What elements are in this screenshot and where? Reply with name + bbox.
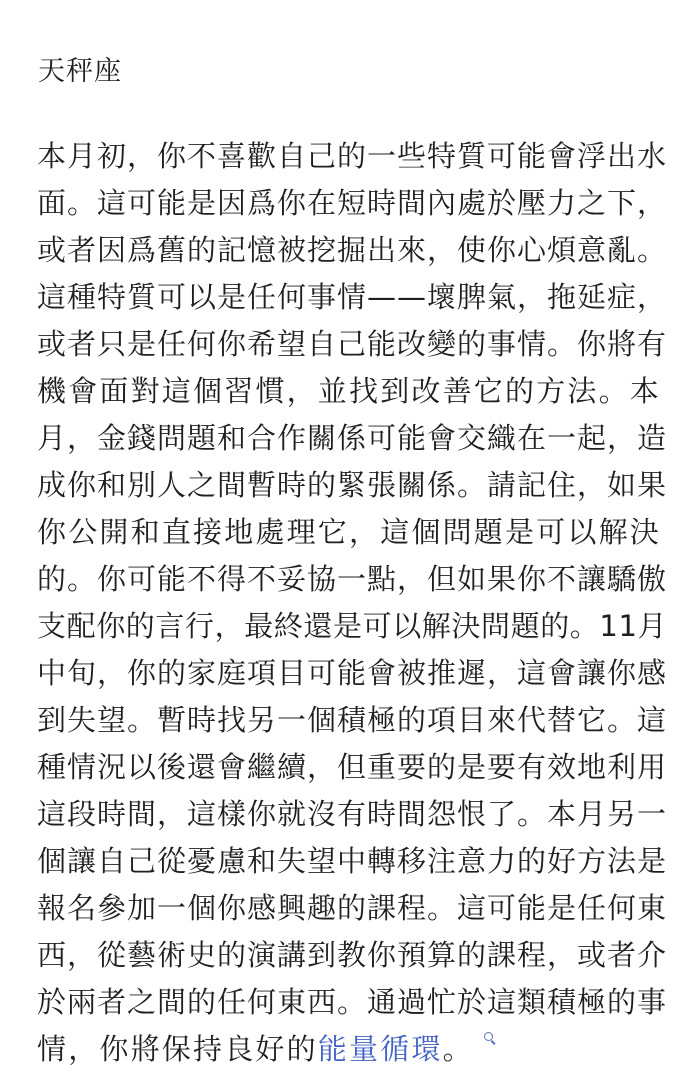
body-line: 到失望。暫時找另一個積極的項目來代替它。這 xyxy=(37,703,668,737)
body-line: 報名參加一個你感興趣的課程。這可能是任何東 xyxy=(37,891,668,925)
body-line: 中旬，你的家庭項目可能會被推遲，這會讓你感 xyxy=(37,656,668,690)
energy-cycle-link[interactable]: 能量循環 xyxy=(317,1032,443,1066)
body-line: 或者因爲舊的記憶被挖掘出來，使你心煩意亂。 xyxy=(37,233,668,267)
body-line: 於兩者之間的任何東西。通過忙於這類積極的事 xyxy=(37,985,668,1019)
body-line: 月，金錢問題和合作關係可能會交織在一起，造 xyxy=(37,421,668,455)
body-line: 這段時間，這樣你就沒有時間怨恨了。本月另一 xyxy=(37,797,668,831)
article-body xyxy=(37,133,667,1073)
body-line: 個讓自己從憂慮和失望中轉移注意力的好方法是 xyxy=(37,844,668,878)
body-line: 機會面對這個習慣，並找到改善它的方法。本 xyxy=(37,374,662,408)
last-line-suffix: 。 xyxy=(442,1032,474,1066)
body-line: 種情況以後還會繼續，但重要的是要有效地利用 xyxy=(37,750,668,784)
body-line: 你公開和直接地處理它，這個問題是可以解決 xyxy=(37,515,662,549)
search-icon[interactable] xyxy=(484,1032,496,1044)
body-line: 的。你可能不得不妥協一點，但如果你不讓驕傲 xyxy=(37,562,668,596)
body-line: 這種特質可以是任何事情——壞脾氣，拖延症， xyxy=(37,280,668,314)
body-line: 或者只是任何你希望自己能改變的事情。你將有 xyxy=(37,327,668,361)
body-line: 西，從藝術史的演講到教你預算的課程，或者介 xyxy=(37,938,668,972)
last-line-prefix: 情，你將保持良好的 xyxy=(37,1032,318,1066)
body-line: 本月初，你不喜歡自己的一些特質可能會浮出水 xyxy=(37,139,668,173)
body-line: 成你和別人之間暫時的緊張關係。請記住，如果 xyxy=(37,468,668,502)
body-line: 面。這可能是因爲你在短時間內處於壓力之下， xyxy=(37,186,668,220)
article-title: 天秤座 xyxy=(38,56,122,87)
body-line-last xyxy=(37,1026,667,1073)
body-line: 支配你的言行，最終還是可以解決問題的。11月 xyxy=(37,609,668,643)
